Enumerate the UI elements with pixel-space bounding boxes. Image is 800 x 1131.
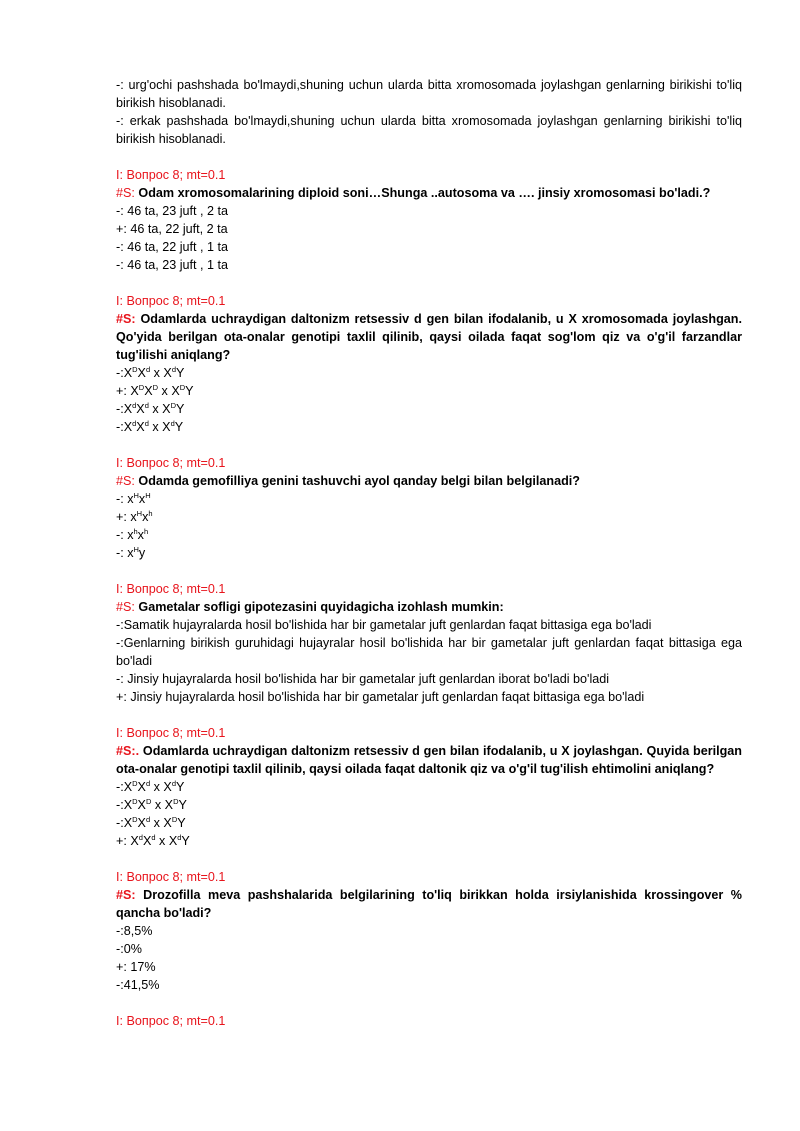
s-tag: #S:	[116, 474, 135, 488]
answer-option: -: $x^Hy$	[116, 545, 146, 560]
answer-option: +: $X^dX^d$ x $X^dY$	[116, 833, 190, 848]
question-header: I: Вопрос 8; mt=0.1	[116, 726, 226, 740]
document-page	[116, 76, 742, 1030]
answer-option: -:0%	[116, 942, 142, 956]
answer-option: $-:X^dX^d$ x $X^dY$	[116, 419, 184, 434]
answer-option: +: 17%	[116, 960, 156, 974]
question-header: I: Вопрос 8; mt=0.1	[116, 1014, 226, 1028]
answer-option: +: $x^Hx^h$	[116, 509, 153, 524]
answer-option: +: 46 ta, 22 juft, 2 ta	[116, 222, 228, 236]
question-text: Odamlarda uchraydigan daltonizm retsessiv d gen bilan ifodalanib, u X xromosomada joylashgan. Qo'yida berilgan ota-onalar genotipi taxlil qilinib, qaysi oilada faqat sog'lom qiz va o'g'il farzandlar tug'ilishi aniqlang?	[116, 312, 742, 362]
answer-option: $-:X^DX^d$ x $X^DY$	[116, 815, 186, 830]
s-tag: #S:.	[116, 744, 140, 758]
s-tag: #S:	[116, 888, 136, 902]
question-header: I: Вопрос 8; mt=0.1	[116, 582, 226, 596]
question-text: Drozofilla meva pashshalarida belgilarining to'liq birikkan holda irsiylanishida krossingover % qancha bo'ladi?	[116, 888, 743, 920]
question-text: Odam xromosomalarining diploid soni…Shunga ..autosoma va …. jinsiy xromosomasi bo'ladi.?	[138, 186, 711, 200]
answer-option: +: Jinsiy hujayralarda hosil bo'lishida har bir gametalar juft genlardan faqat bittasiga ega bo'ladi	[116, 690, 645, 704]
intro-option-1: -: urg'ochi pashshada bo'lmaydi,shuning uchun ularda bitta xromosomada joylashgan genlarning birikishi to'liq birikish hisoblanadi.	[116, 78, 742, 110]
answer-option: +: $X^DX^D$ x $X^DY$	[116, 383, 194, 398]
answer-option: $-:X^DX^d$ x $X^dY$	[116, 365, 185, 380]
answer-option: -: 46 ta, 23 juft , 2 ta	[116, 204, 229, 218]
question-text: Odamda gemofilliya genini tashuvchi ayol qanday belgi bilan belgilanadi?	[138, 474, 580, 488]
intro-option-2: -: erkak pashshada bo'lmaydi,shuning uchun ularda bitta xromosomada joylashgan genlarning birikishi to'liq birikish hisoblanadi.	[116, 114, 742, 146]
answer-option: -: $x^hx^h$	[116, 527, 149, 542]
answer-option: -: $x^Hx^H$	[116, 491, 151, 506]
answer-option: -:Samatik hujayralarda hosil bo'lishida har bir gametalar juft genlardan faqat bittasiga ega bo'ladi	[116, 618, 652, 632]
s-tag: #S:	[116, 312, 136, 326]
answer-option: -:8,5%	[116, 924, 153, 938]
s-tag: #S:	[116, 600, 135, 614]
question-header: I: Вопрос 8; mt=0.1	[116, 168, 226, 182]
s-tag: #S:	[116, 186, 135, 200]
answer-option: -: Jinsiy hujayralarda hosil bo'lishida har bir gametalar juft genlardan iborat bo'ladi bo'ladi	[116, 672, 610, 686]
question-header: I: Вопрос 8; mt=0.1	[116, 870, 226, 884]
answer-option: $-:X^dX^d$ x $X^DY$	[116, 401, 185, 416]
question-text: Odamlarda uchraydigan daltonizm retsessiv d gen bilan ifodalanib, u X joylashgan. Quyida berilgan ota-onalar genotipi taxlil qilinib, qaysi oilada faqat daltonik qiz va o'g'il tug'ilish ehtimolini aniqlang?	[116, 744, 742, 776]
answer-option: -: 46 ta, 23 juft , 1 ta	[116, 258, 229, 272]
question-text: Gametalar sofligi gipotezasini quyidagicha izohlash mumkin:	[138, 600, 504, 614]
question-header: I: Вопрос 8; mt=0.1	[116, 456, 226, 470]
answer-option: -: 46 ta, 22 juft , 1 ta	[116, 240, 229, 254]
answer-option: $-:X^DX^d$ x $X^dY$	[116, 779, 185, 794]
answer-option: -:Genlarning birikish guruhidagi hujayralar hosil bo'lishida har bir gametalar juft genlardan faqat bittasiga ega bo'ladi	[116, 636, 742, 668]
answer-option: -:41,5%	[116, 978, 160, 992]
answer-option: $-:X^DX^D$ x $X^DY$	[116, 797, 187, 812]
question-header: I: Вопрос 8; mt=0.1	[116, 294, 226, 308]
